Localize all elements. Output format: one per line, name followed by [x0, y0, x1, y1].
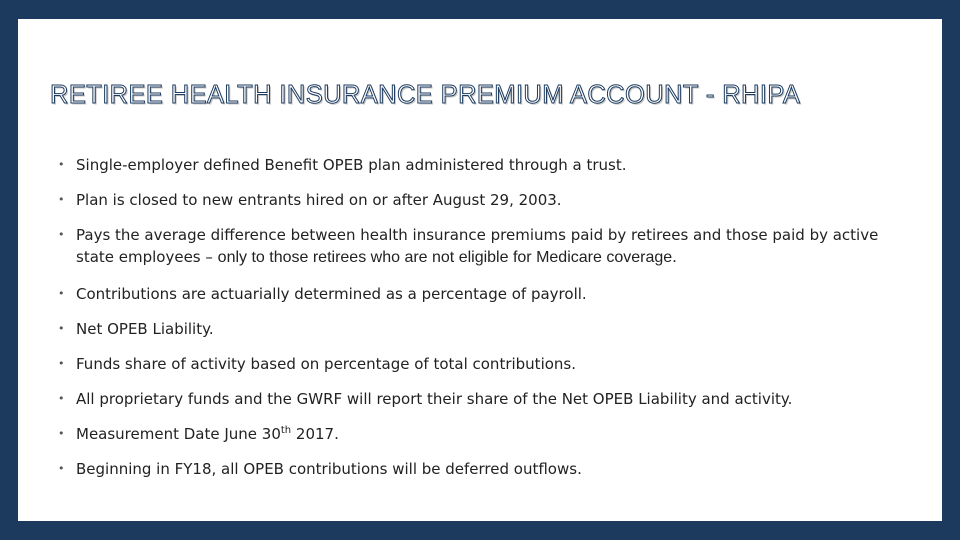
bullet-icon: •	[58, 158, 65, 171]
bullet-list	[58, 154, 904, 493]
bullet-text: Measurement Date June 30	[76, 425, 281, 443]
bullet-text: Contributions are actuarially determined as a percentage of payroll.	[76, 285, 587, 303]
list-item	[58, 189, 904, 211]
list-item	[58, 423, 904, 445]
bullet-text-end: 2017.	[291, 425, 339, 443]
bullet-text: Single-employer defined Benefit OPEB plan administered through a trust.	[76, 156, 627, 174]
list-item	[58, 318, 904, 340]
list-item	[58, 353, 904, 375]
bullet-text-end: .	[672, 248, 677, 266]
bullet-text: All proprietary funds and the GWRF will report their share of the Net OPEB Liability and activity.	[76, 390, 793, 408]
list-item	[58, 283, 904, 305]
list-item	[58, 388, 904, 410]
list-item	[58, 224, 904, 269]
bullet-icon: •	[58, 427, 65, 440]
bullet-text: Net OPEB Liability.	[76, 320, 214, 338]
bullet-text: Pays the average difference between health insurance premiums paid by retirees and those paid by active state employees –	[76, 226, 879, 266]
list-item	[58, 154, 904, 176]
slide-title: RETIREE HEALTH INSURANCE PREMIUM ACCOUNT - RHIPA	[50, 81, 801, 109]
slide	[18, 19, 942, 521]
bullet-icon: •	[58, 357, 65, 370]
bullet-text: Plan is closed to new entrants hired on or after August 29, 2003.	[76, 191, 562, 209]
bullet-icon: •	[58, 392, 65, 405]
bullet-icon: •	[58, 322, 65, 335]
bullet-highlight: only to those retirees who are not eligible for Medicare coverage	[217, 249, 673, 266]
bullet-icon: •	[58, 193, 65, 206]
bullet-icon: •	[58, 287, 65, 300]
bullet-text: Funds share of activity based on percentage of total contributions.	[76, 355, 577, 373]
date-superscript: th	[280, 425, 292, 436]
list-item	[58, 458, 904, 480]
bullet-text: Beginning in FY18, all OPEB contributions will be deferred outflows.	[76, 460, 582, 478]
bullet-icon: •	[58, 228, 65, 241]
bullet-icon: •	[58, 462, 65, 475]
